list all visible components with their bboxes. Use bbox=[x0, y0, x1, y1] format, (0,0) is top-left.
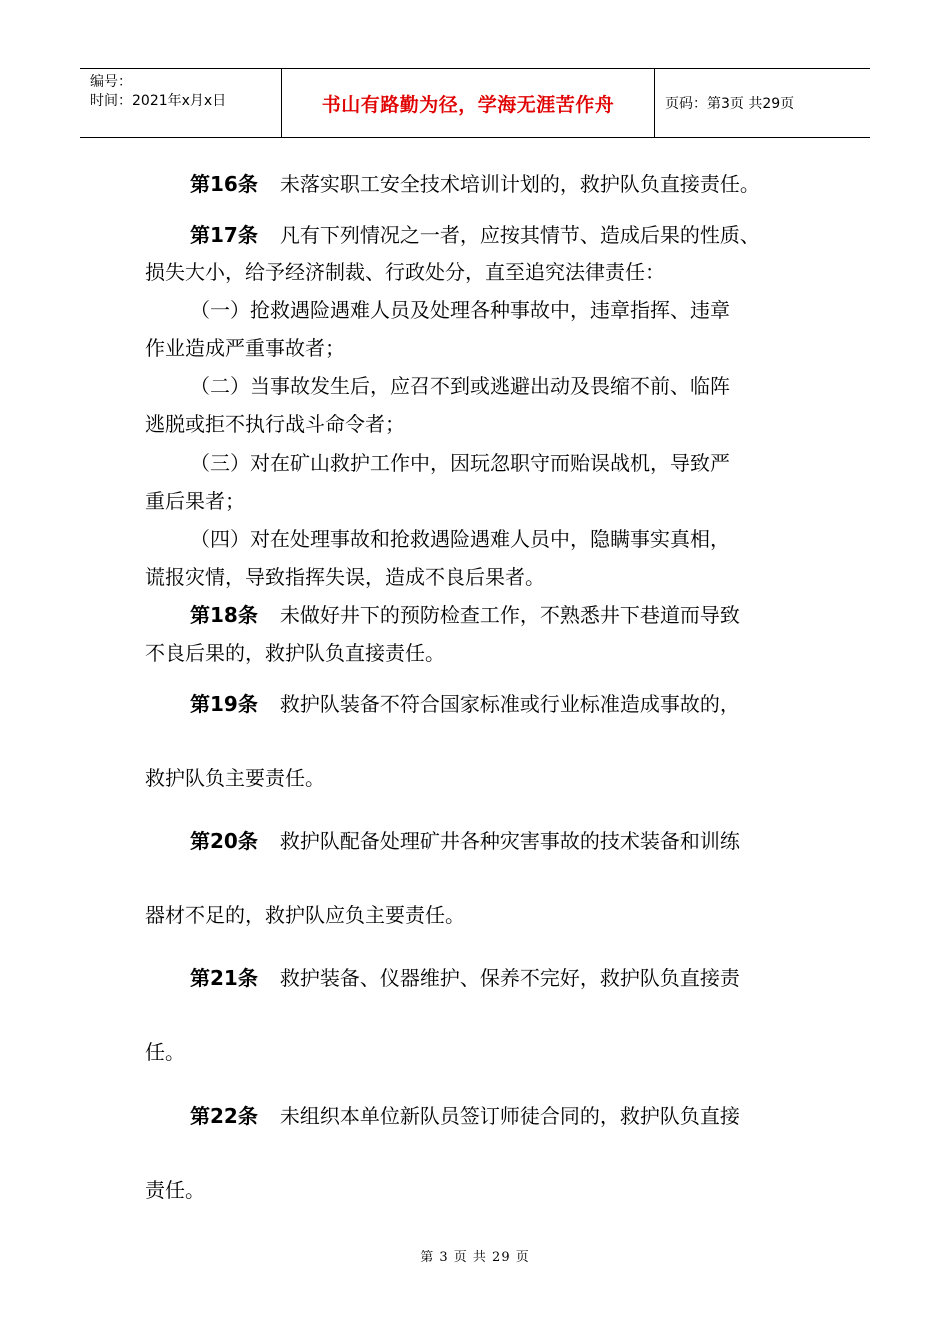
article-text: 救护装备、仪器维护、保养不完好，救护队负直接责 bbox=[279, 966, 740, 990]
article-number: 第16条 bbox=[190, 172, 258, 196]
article-text: 救护队装备不符合国家标准或行业标准造成事故的， bbox=[279, 692, 740, 716]
header-meta-cell bbox=[80, 69, 282, 137]
list-item-1: （一）抢救遇险遇难人员及处理各种事故中，违章指挥、违章 bbox=[190, 298, 730, 322]
article-20-cont: 器材不足的，救护队应负主要责任。 bbox=[145, 903, 465, 927]
header-motto-cell bbox=[282, 69, 655, 137]
article-21 bbox=[190, 964, 740, 992]
article-number: 第20条 bbox=[190, 829, 258, 853]
article-17 bbox=[190, 221, 760, 249]
article-text: 未落实职工安全技术培训计划的，救护队负直接责任。 bbox=[279, 172, 760, 196]
document-date-label: 时间：2021年x月x日 bbox=[90, 93, 227, 109]
article-21-cont: 任。 bbox=[145, 1040, 185, 1064]
article-22-cont: 责任。 bbox=[145, 1178, 205, 1202]
article-19-cont: 救护队负主要责任。 bbox=[145, 766, 325, 790]
list-item-4: （四）对在处理事故和抢救遇险遇难人员中，隐瞒事实真相， bbox=[190, 527, 730, 551]
article-17-cont: 损失大小，给予经济制裁、行政处分，直至追究法律责任： bbox=[145, 260, 665, 284]
article-18-cont: 不良后果的，救护队负直接责任。 bbox=[145, 641, 445, 665]
list-item-1-cont: 作业造成严重事故者； bbox=[145, 336, 345, 360]
article-number: 第19条 bbox=[190, 692, 258, 716]
article-number: 第18条 bbox=[190, 603, 258, 627]
article-16 bbox=[190, 170, 760, 198]
list-item-3: （三）对在矿山救护工作中，因玩忽职守而贻误战机，导致严 bbox=[190, 451, 730, 475]
article-20 bbox=[190, 827, 740, 855]
article-number: 第22条 bbox=[190, 1104, 258, 1128]
article-text: 未组织本单位新队员签订师徒合同的，救护队负直接 bbox=[279, 1104, 740, 1128]
article-18 bbox=[190, 601, 740, 629]
list-item-4-cont: 谎报灾情，导致指挥失误，造成不良后果者。 bbox=[145, 565, 545, 589]
article-text: 未做好井下的预防检查工作，不熟悉井下巷道而导致 bbox=[279, 603, 740, 627]
article-number: 第21条 bbox=[190, 966, 258, 990]
list-item-2: （二）当事故发生后，应召不到或逃避出动及畏缩不前、临阵 bbox=[190, 374, 730, 398]
list-item-2-cont: 逃脱或拒不执行战斗命令者； bbox=[145, 412, 405, 436]
article-text: 救护队配备处理矿井各种灾害事故的技术装备和训练 bbox=[279, 829, 740, 853]
article-text: 凡有下列情况之一者，应按其情节、造成后果的性质、 bbox=[279, 223, 760, 247]
list-item-3-cont: 重后果者； bbox=[145, 489, 245, 513]
header-page-info: 页码：第3页 共29页 bbox=[665, 96, 795, 112]
header-page-cell bbox=[655, 69, 870, 137]
article-19 bbox=[190, 690, 740, 718]
header-motto: 书山有路勤为径，学海无涯苦作舟 bbox=[321, 93, 615, 116]
article-number: 第17条 bbox=[190, 223, 258, 247]
article-22 bbox=[190, 1102, 740, 1130]
page-header bbox=[80, 68, 870, 138]
document-number-label: 编号： bbox=[90, 74, 132, 90]
page-footer: 第 3 页 共 29 页 bbox=[420, 1250, 530, 1265]
